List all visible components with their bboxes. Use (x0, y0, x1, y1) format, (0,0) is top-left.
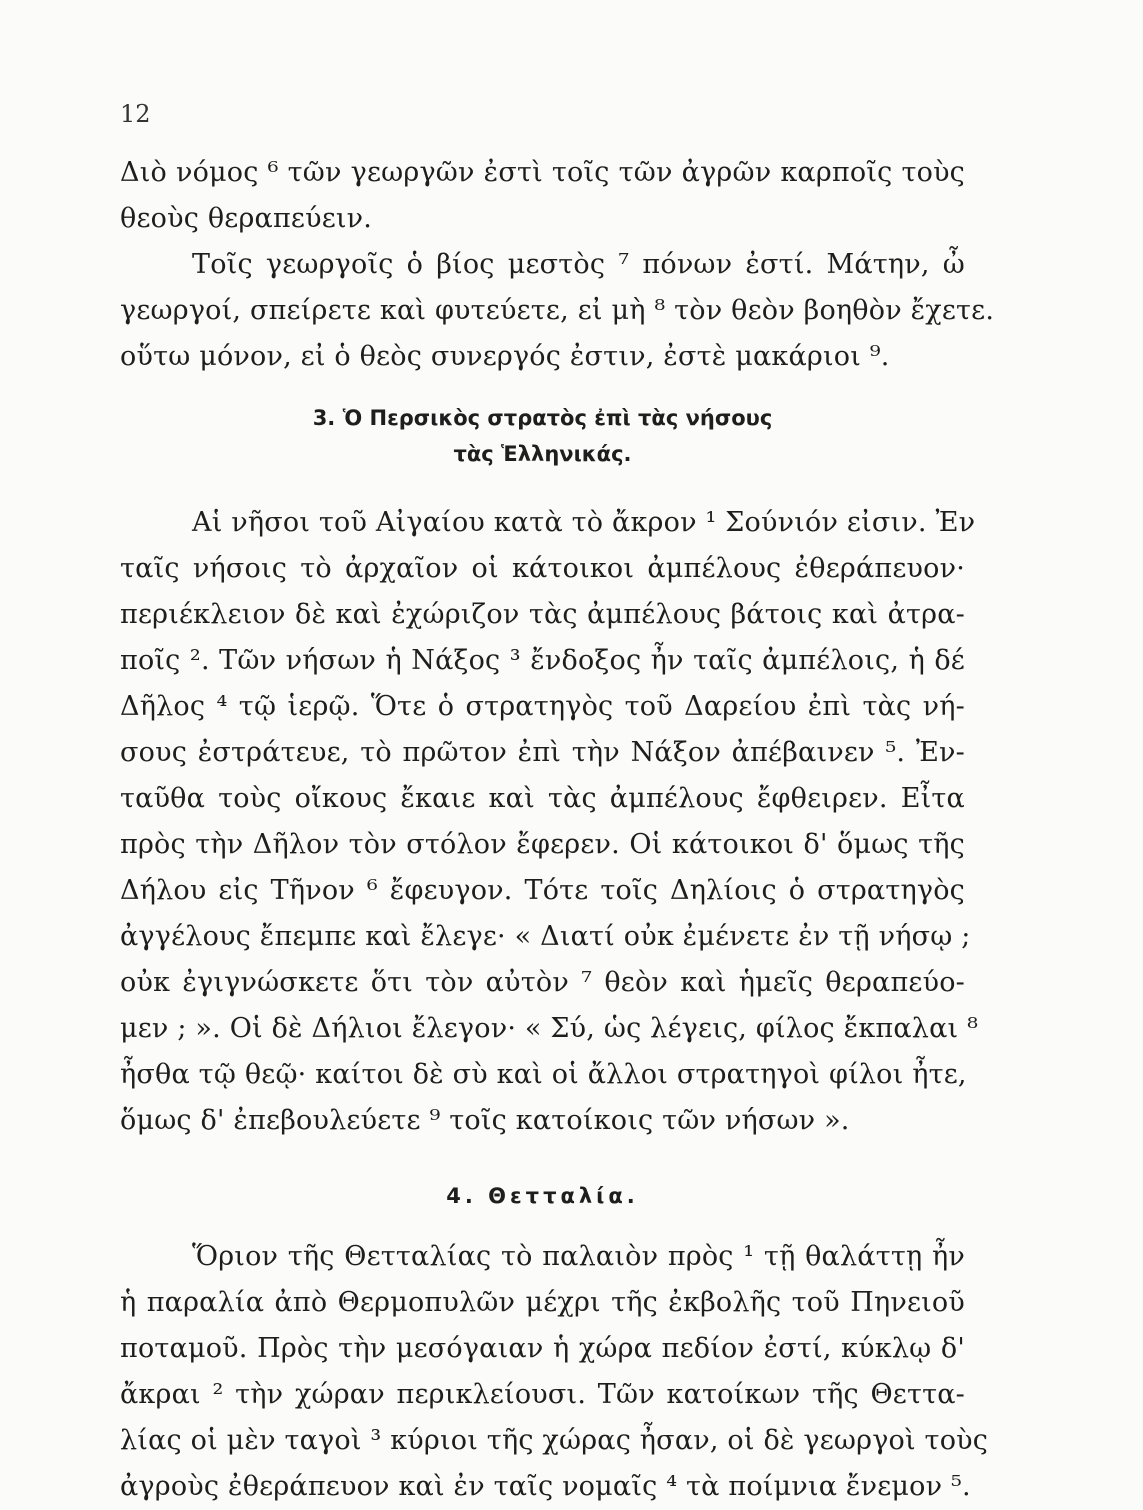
text-line: ἦσθα τῷ θεῷ· καίτοι δὲ σὺ καὶ οἱ ἄλλοι στρατηγοὶ φίλοι ἦτε, (120, 1059, 967, 1090)
paragraph-4 (120, 1234, 989, 1510)
text-line: σους ἐστράτευε, τὸ πρῶτον ἐπὶ τὴν Νάξον ἀπέβαινεν ⁵. Ἐν- (120, 737, 965, 768)
text-line: Διὸ νόμος ⁶ τῶν γεωργῶν ἐστὶ τοῖς τῶν ἀγρῶν καρποῖς τοὺς (120, 157, 965, 188)
body-text (120, 150, 995, 1510)
text-line: ὅμως δ' ἐπεβουλεύετε ⁹ τοῖς κατοίκοις τῶν νήσων ». (120, 1105, 850, 1136)
paragraph-3 (120, 500, 979, 1144)
text-line: ταῦθα τοὺς οἴκους ἔκαιε καὶ τὰς ἀμπέλους ἔφθειρεν. Εἶτα (120, 783, 965, 814)
text-line: Αἱ νῆσοι τοῦ Αἰγαίου κατὰ τὸ ἄκρον ¹ Σούνιόν εἰσιν. Ἐν (192, 507, 976, 538)
section-4-title: 4. Θετταλία. (446, 1184, 639, 1208)
text-line: περιέκλειον δὲ καὶ ἐχώριζον τὰς ἀμπέλους βάτοις καὶ ἀτρα- (120, 599, 965, 630)
text-line: μεν ; ». Οἱ δὲ Δήλιοι ἔλεγον· « Σύ, ὡς λέγεις, φίλος ἔκπαλαι ⁸ (120, 1013, 979, 1044)
text-line: ἡ παραλία ἀπὸ Θερμοπυλῶν μέχρι τῆς ἐκβολῆς τοῦ Πηνειοῦ (120, 1287, 965, 1318)
text-line: θεοὺς θεραπεύειν. (120, 203, 373, 234)
text-line: γεωργοί, σπείρετε καὶ φυτεύετε, εἰ μὴ ⁸ τὸν θεὸν βοηθὸν ἔχετε. (120, 295, 995, 326)
text-line: ἀγγέλους ἔπεμπε καὶ ἔλεγε· « Διατί οὐκ ἐμένετε ἐν τῇ νήσῳ ; (120, 921, 971, 952)
text-line: ἀγροὺς ἐθεράπευον καὶ ἐν ταῖς νομαῖς ⁴ τὰ ποίμνια ἔνεμον ⁵. (120, 1471, 971, 1502)
paragraph-2 (120, 242, 995, 380)
text-line: ποταμοῦ. Πρὸς τὴν μεσόγαιαν ἡ χώρα πεδίον ἐστί, κύκλῳ δ' (120, 1333, 965, 1364)
text-line: Δῆλος ⁴ τῷ ἱερῷ. Ὅτε ὁ στρατηγὸς τοῦ Δαρείου ἐπὶ τὰς νή- (120, 691, 965, 722)
text-line: ποῖς ². Τῶν νήσων ἡ Νάξος ³ ἔνδοξος ἦν ταῖς ἀμπέλοις, ἡ δέ (120, 645, 965, 676)
paragraph-1 (120, 150, 965, 242)
section-3-title-line-1: 3. Ὁ Περσικὸς στρατὸς ἐπὶ τὰς νήσους (312, 406, 773, 430)
text-line: ἄκραι ² τὴν χώραν περικλείουσι. Τῶν κατοίκων τῆς Θεττα- (120, 1379, 965, 1410)
text-line: ταῖς νήσοις τὸ ἀρχαῖον οἱ κάτοικοι ἀμπέλους ἐθεράπευον· (120, 553, 965, 584)
section-3-title-line-2: τὰς Ἑλληνικάς. (453, 442, 632, 466)
page-number: 12 (120, 100, 151, 128)
text-line: Ὅριον τῆς Θετταλίας τὸ παλαιὸν πρὸς ¹ τῇ θαλάττῃ ἦν (192, 1241, 965, 1272)
text-line: οὐκ ἐγιγνώσκετε ὅτι τὸν αὐτὸν ⁷ θεὸν καὶ ἡμεῖς θεραπεύο- (120, 967, 965, 998)
text-line: λίας οἱ μὲν ταγοὶ ³ κύριοι τῆς χώρας ἦσαν, οἱ δὲ γεωργοὶ τοὺς (120, 1425, 989, 1456)
text-line: Δήλου εἰς Τῆνον ⁶ ἔφευγον. Τότε τοῖς Δηλίοις ὁ στρατηγὸς (120, 875, 965, 906)
text-line: Τοῖς γεωργοῖς ὁ βίος μεστὸς ⁷ πόνων ἐστί. Μάτην, ὦ (192, 249, 965, 280)
text-line: πρὸς τὴν Δῆλον τὸν στόλον ἔφερεν. Οἱ κάτοικοι δ' ὅμως τῆς (120, 829, 965, 860)
text-line: οὕτω μόνον, εἰ ὁ θεὸς συνεργός ἐστιν, ἐστὲ μακάριοι ⁹. (120, 341, 890, 372)
